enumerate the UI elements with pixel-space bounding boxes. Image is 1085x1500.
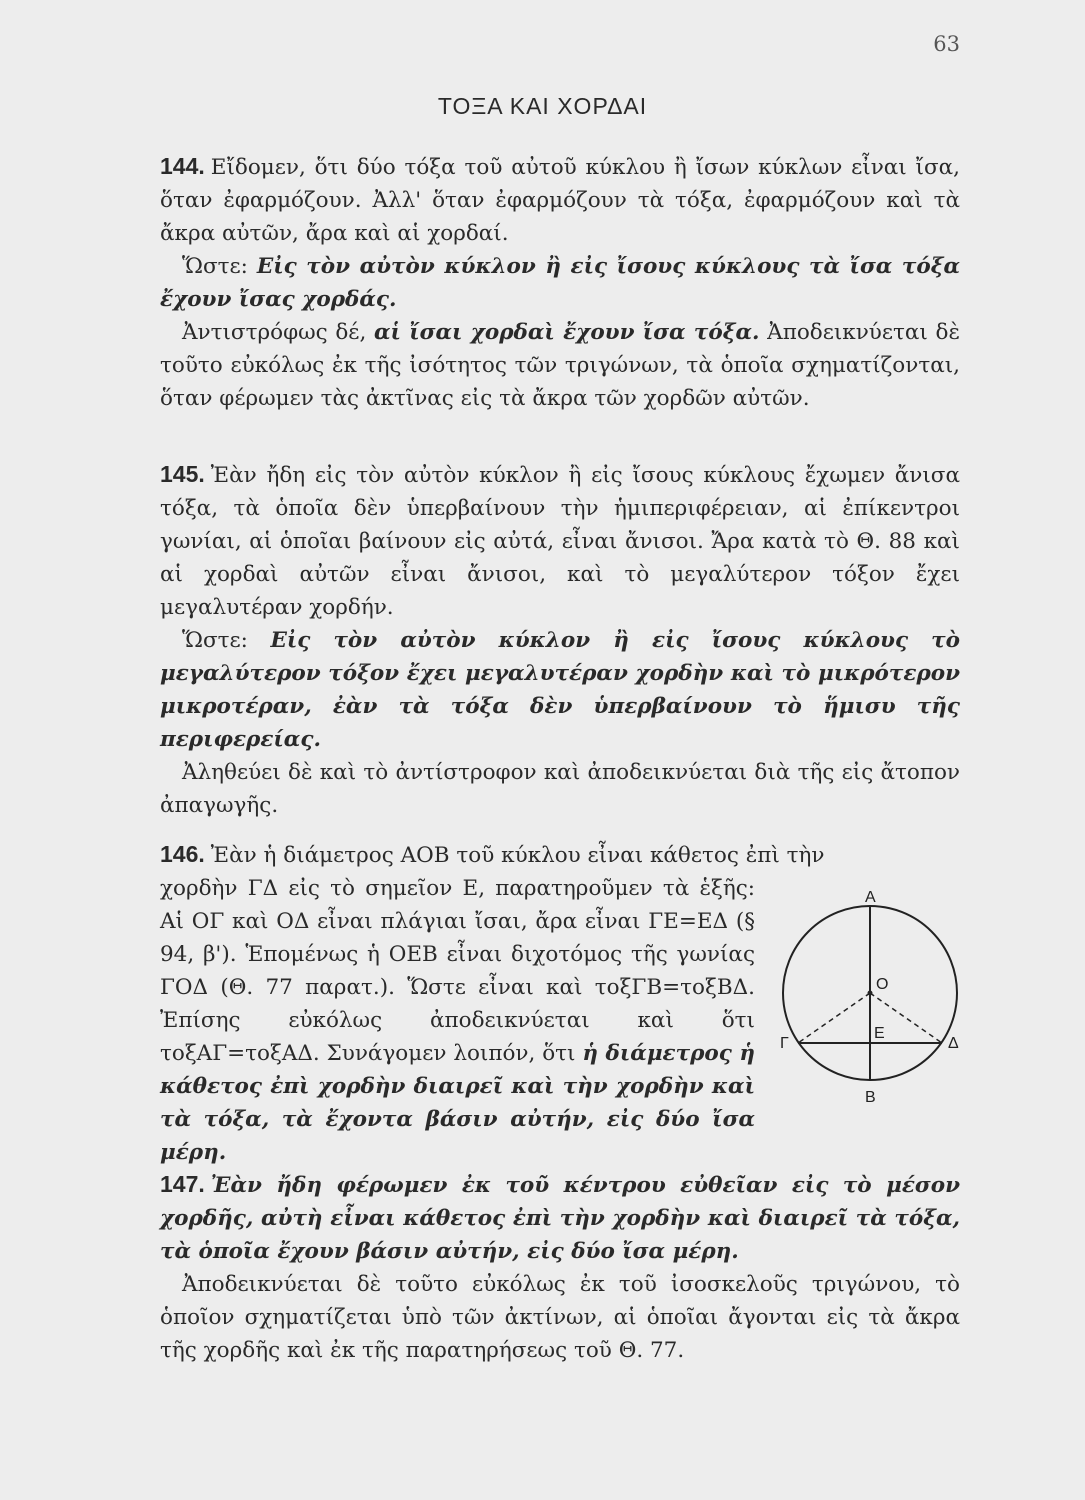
paragraph-text: Ἐὰν ἡ διάμετρος ΑΟΒ τοῦ κύκλου εἶναι κάθετος ἐπὶ τὴν <box>210 843 825 868</box>
circle-diagram <box>770 888 970 1118</box>
label-B: Β <box>865 1089 876 1106</box>
page-title: ΤΟΞΑ ΚΑΙ ΧΟΡΔΑΙ <box>437 93 648 119</box>
theorem-statement: ἡ διάμετρος ἡ κάθετος ἐπὶ χορδὴν διαιρεῖ καὶ τὴν χορδὴν καὶ τὰ τόξα, τὰ ἔχοντα βάσιν αὐτήν, εἰς δύο ἴσα μέρη. <box>160 1041 755 1165</box>
paragraph-text: Ἀποδεικνύεται δὲ τοῦτο εὐκόλως ἐκ τῆς ἰσότητος τῶν τριγώνων, τὰ ὁποῖα σχηματίζονται, ὅταν φέρωμεν τὰς ἀκτῖνας εἰς τὰ ἄκρα τῶν χορδῶν αὐτῶν. <box>160 320 960 411</box>
section-147-p2 <box>160 1268 960 1367</box>
section-144-p2 <box>160 250 960 316</box>
section-number: 146. <box>160 841 205 867</box>
label-D: Δ <box>948 1035 959 1052</box>
paragraph-lead: Ὥστε: <box>182 254 248 279</box>
paragraph-text: Εἴδομεν, ὅτι δύο τόξα τοῦ αὐτοῦ κύκλου ἢ ἴσων κύκλων εἶναι ἴσα, ὅταν ἐφαρμόζουν. Ἀλλ' ὅταν ἐφαρμόζουν τὰ τόξα, ἐφαρμόζουν καὶ τὰ ἄκρα αὐτῶν, ἄρα καὶ αἱ χορδαί. <box>160 155 960 246</box>
section-144-p3 <box>160 316 960 415</box>
paragraph-text: Ἀποδεικνύεται δὲ τοῦτο εὐκόλως ἐκ τοῦ ἰσοσκελοῦς τριγώνου, τὸ ὁποῖον σχηματίζεται ὑπὸ τῶν ἀκτίνων, αἱ ὁποῖαι ἄγονται εἰς τὰ ἄκρα τῆς χορδῆς καὶ ἐκ τῆς παρατηρήσεως τοῦ Θ. 77. <box>160 1272 960 1363</box>
page-number: 63 <box>933 32 960 56</box>
section-147 <box>160 1168 960 1367</box>
circle-diagram-svg <box>770 888 970 1118</box>
section-147-p1 <box>160 1168 960 1268</box>
section-number: 147. <box>160 1171 205 1197</box>
radius-OG <box>798 993 870 1043</box>
paragraph-text: χορδὴν ΓΔ εἰς τὸ σημεῖον Ε, παρατηροῦμεν τὰ ἑξῆς: Αἱ ΟΓ καὶ ΟΔ εἶναι πλάγιαι ἴσαι, ἄρα εἶναι ΓΕ=ΕΔ (§ 94, β'). Ἑπομένως ἡ ΟΕΒ εἶναι διχοτόμος τῆς γωνίας ΓΟΔ (Θ. 77 παρατ.). Ὥστε εἶναι καὶ τοξΓΒ=τοξΒΔ. Ἐπίσης εὐκόλως ἀποδεικνύεται καὶ ὅτι τοξΑΓ=τοξΑΔ. Συνάγομεν λοιπόν, ὅτι <box>160 876 755 1066</box>
paragraph-text: Ἀληθεύει δὲ καὶ τὸ ἀντίστροφον καὶ ἀποδεικνύεται διὰ τῆς εἰς ἄτοπον ἀπαγωγῆς. <box>160 760 960 818</box>
theorem-statement: αἱ ἴσαι χορδαὶ ἔχουν ἴσα τόξα. <box>373 320 760 345</box>
section-145 <box>160 458 960 822</box>
label-G: Γ <box>780 1035 789 1052</box>
section-146-p1a <box>160 838 960 872</box>
section-145-p1 <box>160 458 960 624</box>
paragraph-lead: Ὥστε: <box>182 628 248 653</box>
theorem-statement: Εἰς τὸν αὐτὸν κύκλον ἢ εἰς ἴσους κύκλους τὰ ἴσα τόξα ἔχουν ἴσας χορδάς. <box>160 254 960 312</box>
theorem-statement: Εἰς τὸν αὐτὸν κύκλον ἢ εἰς ἴσους κύκλους τὸ μεγαλύτερον τόξον ἔχει μεγαλυτέραν χορδὴν καὶ τὸ μικρότερον μικροτέραν, ἐὰν τὰ τόξα δὲν ὑπερβαίνουν τὸ ἥμισυ τῆς περιφερείας. <box>160 628 960 752</box>
paragraph-text: Ἐὰν ἤδη εἰς τὸν αὐτὸν κύκλον ἢ εἰς ἴσους κύκλους ἔχωμεν ἄνισα τόξα, τὰ ὁποῖα δὲν ὑπερβαίνουν τὴν ἡμιπεριφέρειαν, αἱ ἐπίκεντροι γωνίαι, αἱ ὁποῖαι βαίνουν εἰς αὐτά, εἶναι ἄνισοι. Ἄρα κατὰ τὸ Θ. 88 καὶ αἱ χορδαὶ αὐτῶν εἶναι ἄνισοι, καὶ τὸ μεγαλύτερον τόξον ἔχει μεγαλυτέραν χορδήν. <box>160 463 960 620</box>
section-number: 145. <box>160 461 205 487</box>
section-144 <box>160 150 960 415</box>
label-A: Α <box>865 889 876 906</box>
section-144-p1 <box>160 150 960 250</box>
section-145-p2 <box>160 624 960 756</box>
section-number: 144. <box>160 153 205 179</box>
section-145-p3 <box>160 756 960 822</box>
paragraph-lead: Ἀντιστρόφως δέ, <box>182 320 367 345</box>
section-146-p1b <box>160 872 755 1169</box>
theorem-statement: Ἐὰν ἤδη φέρωμεν ἐκ τοῦ κέντρου εὐθεῖαν εἰς τὸ μέσον χορδῆς, αὐτὴ εἶναι κάθετος ἐπὶ τὴν χορδὴν καὶ διαιρεῖ τὰ τόξα, τὰ ὁποῖα ἔχουν βάσιν αὐτήν, εἰς δύο ἴσα μέρη. <box>160 1173 960 1264</box>
label-O: Ο <box>876 976 889 993</box>
label-E: Ε <box>874 1025 885 1042</box>
center-point <box>868 991 873 996</box>
